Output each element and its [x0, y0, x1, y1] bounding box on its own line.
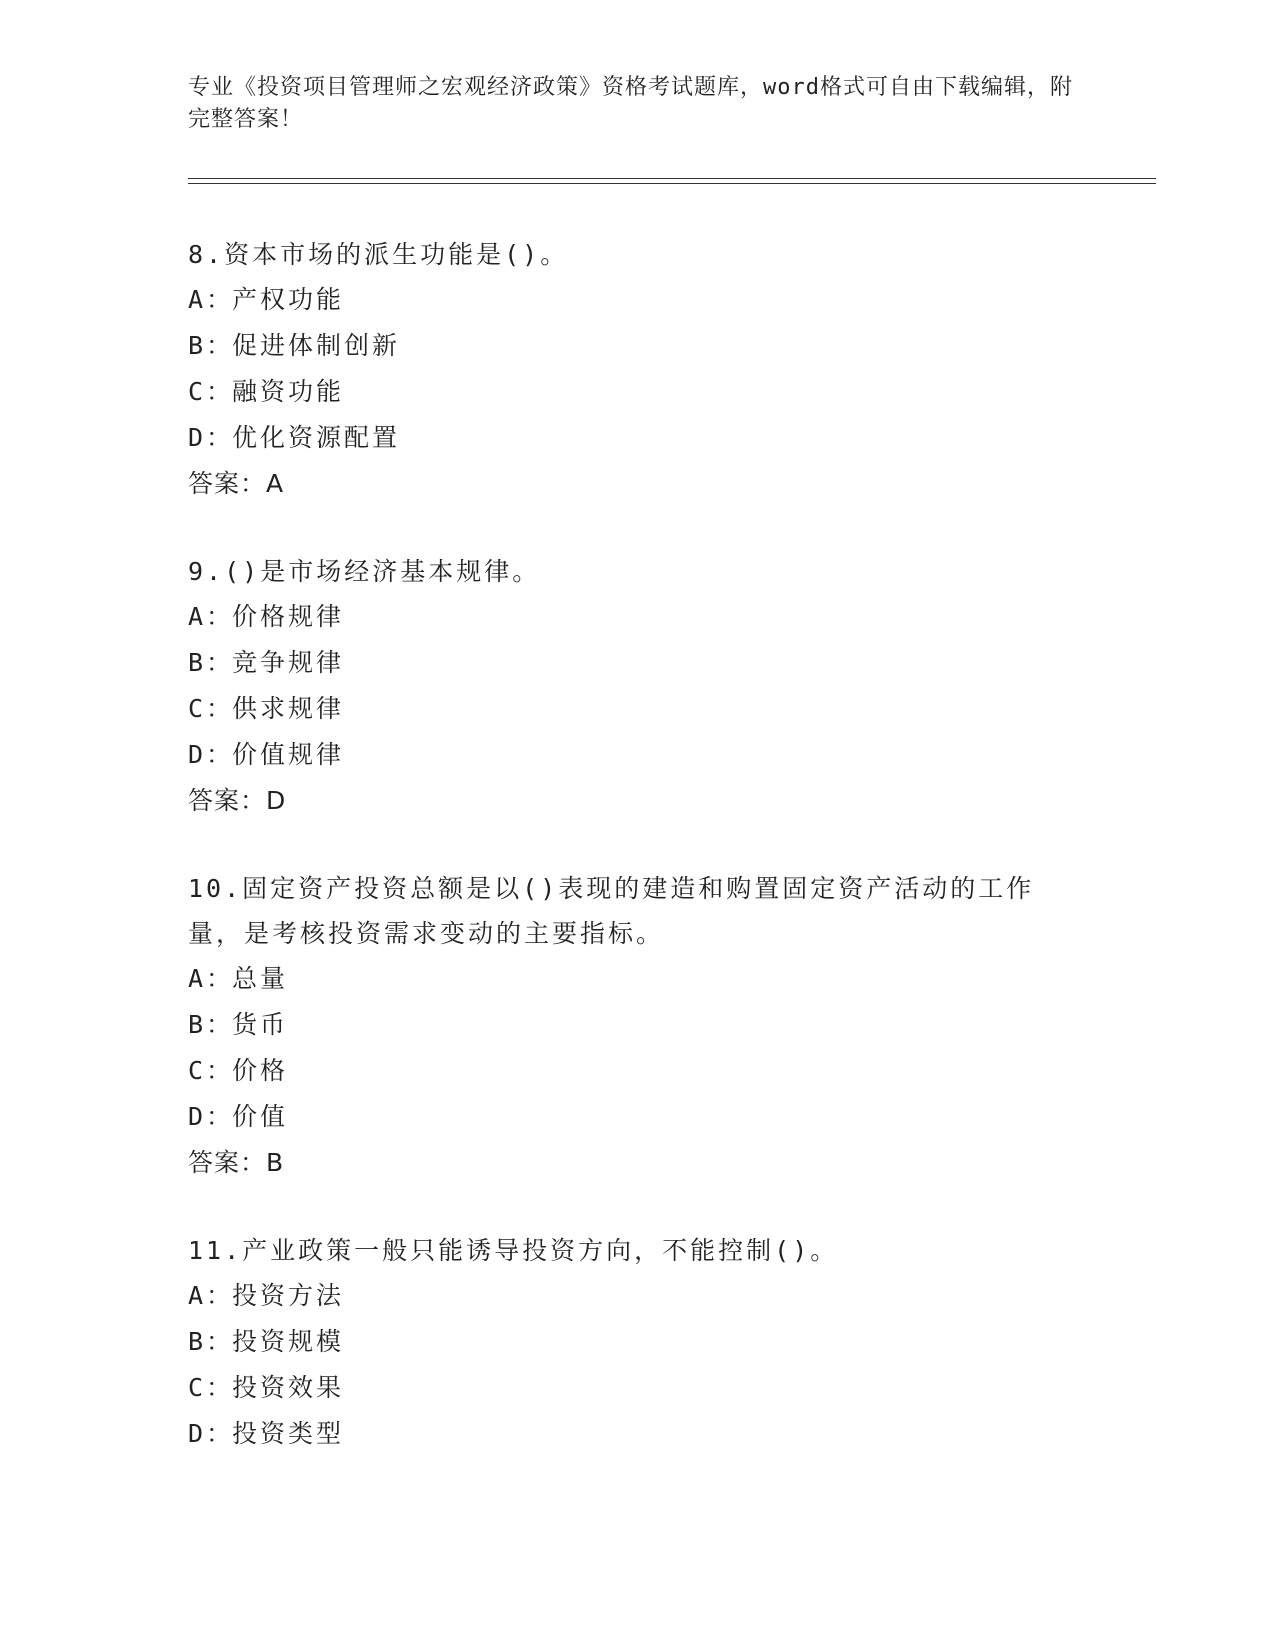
- option-text: 促进体制创新: [232, 331, 401, 360]
- document-header: 专业《投资项目管理师之宏观经济政策》资格考试题库，word格式可自由下载编辑，附完整答案！: [188, 75, 1073, 132]
- question-9: [188, 549, 1088, 824]
- option-text: 投资规模: [232, 1327, 345, 1356]
- option-text: 投资方法: [232, 1281, 345, 1310]
- option-d: [188, 1094, 1088, 1140]
- answer-line: 答案：D: [188, 786, 287, 815]
- option-letter: D：: [188, 423, 235, 452]
- question-stem: 10.固定资产投资总额是以()表现的建造和购置固定资产活动的工作量，是考核投资需求变动的主要指标。: [188, 874, 1035, 948]
- question-10: [188, 866, 1088, 1186]
- option-letter: B：: [188, 331, 235, 360]
- header-divider-bottom: [188, 183, 1156, 184]
- option-letter: B：: [188, 648, 235, 677]
- option-text: 投资效果: [232, 1373, 345, 1402]
- option-c: [188, 369, 1088, 415]
- option-letter: A：: [188, 964, 235, 993]
- option-d: [188, 1411, 1088, 1457]
- question-stem: 11.产业政策一般只能诱导投资方向，不能控制()。: [188, 1236, 839, 1265]
- option-letter: C：: [188, 377, 235, 406]
- option-text: 货币: [232, 1010, 289, 1039]
- option-text: 投资类型: [232, 1419, 345, 1448]
- option-letter: B：: [188, 1010, 235, 1039]
- option-a: [188, 594, 1088, 640]
- option-b: [188, 640, 1088, 686]
- option-c: [188, 1365, 1088, 1411]
- option-letter: A：: [188, 285, 235, 314]
- option-letter: B：: [188, 1327, 235, 1356]
- option-text: 融资功能: [232, 377, 345, 406]
- question-stem: 8.资本市场的派生功能是()。: [188, 240, 569, 269]
- option-letter: D：: [188, 1419, 235, 1448]
- option-text: 供求规律: [232, 694, 345, 723]
- option-letter: A：: [188, 602, 235, 631]
- header-divider-top: [188, 178, 1156, 179]
- option-text: 价格: [232, 1056, 289, 1085]
- answer-line: 答案：A: [188, 469, 285, 498]
- option-d: [188, 732, 1088, 778]
- option-text: 价值规律: [232, 740, 345, 769]
- option-b: [188, 323, 1088, 369]
- option-d: [188, 415, 1088, 461]
- option-text: 总量: [232, 964, 289, 993]
- option-letter: C：: [188, 1373, 235, 1402]
- option-letter: A：: [188, 1281, 235, 1310]
- option-a: [188, 277, 1088, 323]
- option-text: 价值: [232, 1102, 289, 1131]
- option-letter: C：: [188, 694, 235, 723]
- option-b: [188, 1002, 1088, 1048]
- question-8: [188, 232, 1088, 507]
- option-c: [188, 686, 1088, 732]
- option-text: 竞争规律: [232, 648, 345, 677]
- question-stem: 9.()是市场经济基本规律。: [188, 557, 541, 586]
- option-letter: D：: [188, 1102, 235, 1131]
- option-text: 价格规律: [232, 602, 345, 631]
- option-letter: D：: [188, 740, 235, 769]
- option-text: 产权功能: [232, 285, 345, 314]
- option-text: 优化资源配置: [232, 423, 401, 452]
- question-11: [188, 1228, 1088, 1457]
- question-list: [188, 232, 1088, 1499]
- option-letter: C：: [188, 1056, 235, 1085]
- option-c: [188, 1048, 1088, 1094]
- option-a: [188, 1273, 1088, 1319]
- option-a: [188, 956, 1088, 1002]
- option-b: [188, 1319, 1088, 1365]
- answer-line: 答案：B: [188, 1148, 285, 1177]
